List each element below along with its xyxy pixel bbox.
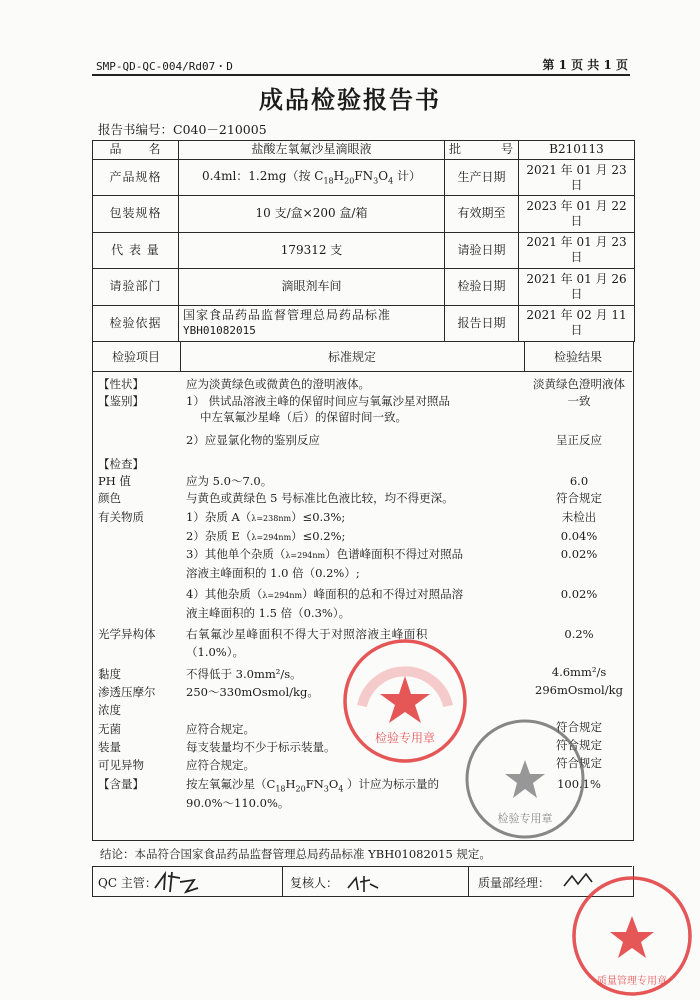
item-label: 光学异构体 bbox=[98, 627, 156, 641]
conclusion-text: 结论：本品符合国家食品药品监督管理总局药品标准 YBH01082015 规定。 bbox=[100, 847, 491, 861]
product-name: 盐酸左氧氟沙星滴眼液 bbox=[179, 141, 445, 160]
mfg-date-label: 生产日期 bbox=[445, 159, 519, 195]
result-value: 4.6mm²/s bbox=[551, 665, 607, 679]
doc-code: SMP-QD-QC-004/Rd07・D bbox=[96, 60, 233, 73]
result-value: 296mOsmol/kg bbox=[535, 683, 623, 697]
report-date-label: 报告日期 bbox=[445, 305, 519, 341]
standard-text: 3）其他单个杂质（λ=294nm）色谱峰面积不得过对照品 bbox=[186, 547, 464, 561]
result-value: 6.0 bbox=[569, 474, 589, 488]
report-number: 报告书编号：C040－210005 bbox=[98, 122, 267, 137]
rep-qty-label: 代 表 量 bbox=[93, 232, 179, 268]
batch-number: B210113 bbox=[519, 141, 635, 160]
result-value: 100.1% bbox=[557, 777, 601, 791]
standard-text: 2）杂质 E（λ=294nm）≤0.2%; bbox=[186, 529, 346, 543]
signature-divider bbox=[282, 866, 283, 896]
exp-date: 2023 年 01 月 22 日 bbox=[519, 196, 635, 232]
info-table bbox=[92, 140, 635, 342]
standard-text: 右氧氟沙星峰面积不得大于对照溶液主峰面积 bbox=[186, 627, 428, 641]
standard-text: 应为淡黄绿色或微黄色的澄明液体。 bbox=[186, 377, 370, 391]
standard-text: 中左氧氟沙星峰（后）的保留时间一致。 bbox=[200, 410, 407, 424]
standard-text: 每支装量均不少于标示装量。 bbox=[186, 740, 336, 754]
result-value: 0.2% bbox=[564, 627, 594, 641]
standard-text: 应为 5.0～7.0。 bbox=[186, 474, 273, 488]
standard-text: 应符合规定。 bbox=[186, 758, 255, 772]
svg-text:检验专用章: 检验专用章 bbox=[374, 731, 436, 745]
product-name-label: 品 名 bbox=[93, 141, 179, 160]
info-row bbox=[93, 232, 635, 268]
signature-rule bbox=[92, 866, 632, 867]
standard-text: 90.0%～110.0%。 bbox=[186, 796, 290, 810]
rep-qty: 179312 支 bbox=[179, 232, 445, 268]
req-dept-label: 请验部门 bbox=[93, 269, 179, 305]
header-rule bbox=[92, 74, 630, 76]
qa-manager-label: 质量部经理： bbox=[478, 876, 551, 890]
basis-label: 检验依据 bbox=[93, 305, 179, 341]
reviewer-label: 复核人： bbox=[290, 876, 339, 890]
batch-label: 批 号 bbox=[445, 141, 519, 160]
standard-text: 溶液主峰面积的 1.0 倍（0.2%）; bbox=[186, 566, 360, 580]
result-value: 一致 bbox=[567, 394, 591, 408]
column-header-standard: 标准规定 bbox=[327, 350, 376, 364]
standard-text: 1） 供试品溶液主峰的保留时间应与氧氟沙星对照品 bbox=[186, 394, 450, 408]
info-row bbox=[93, 305, 635, 341]
standard-text: 与黄色或黄绿色 5 号标准比色液比较，均不得更深。 bbox=[186, 491, 454, 505]
standard-text: 应符合规定。 bbox=[186, 722, 255, 736]
standard-text: 2）应显氯化物的鉴别反应 bbox=[186, 433, 320, 447]
result-value: 0.02% bbox=[560, 547, 598, 561]
standard-text: 250～330mOsmol/kg。 bbox=[186, 685, 319, 699]
req-date-label: 请验日期 bbox=[445, 232, 519, 268]
column-header-result: 检验结果 bbox=[553, 350, 602, 364]
test-date-label: 检验日期 bbox=[445, 269, 519, 305]
info-row bbox=[93, 159, 635, 195]
item-label: PH 值 bbox=[98, 474, 131, 488]
reviewer-handwritten-signature bbox=[344, 872, 384, 896]
pack-value: 10 支/盒×200 盒/箱 bbox=[179, 196, 445, 232]
standard-text: 液主峰面积的 1.5 倍（0.3%）。 bbox=[186, 606, 351, 620]
standard-text: 按左氧氟沙星（$C_{18}H_{20}FN_3O_4$ ）计应为标示量的 bbox=[186, 777, 440, 794]
spec-value: 0.4ml：1.2mg（按 $C_{18}H_{20}FN_3O_4$ 计） bbox=[179, 159, 445, 195]
column-header-rule bbox=[92, 371, 632, 372]
standard-text: 不得低于 3.0mm²/s。 bbox=[186, 667, 302, 681]
item-label: 颜色 bbox=[98, 491, 121, 505]
req-date: 2021 年 01 月 23 日 bbox=[519, 232, 635, 268]
item-label: 无菌 bbox=[98, 722, 121, 736]
result-value: 符合规定 bbox=[556, 738, 602, 752]
basis-value: 国家食品药品监督管理总局药品标准 YBH01082015 bbox=[179, 305, 445, 341]
svg-text:质量管理专用章: 质量管理专用章 bbox=[597, 976, 667, 987]
inspection-seal-gray bbox=[462, 716, 588, 842]
item-label: 装量 bbox=[98, 740, 121, 754]
result-value: 0.04% bbox=[560, 529, 598, 543]
result-value: 呈正反应 bbox=[556, 433, 602, 447]
item-label: 浓度 bbox=[98, 703, 121, 717]
info-row bbox=[93, 196, 635, 232]
column-header-item: 检验项目 bbox=[111, 350, 160, 364]
mfg-date: 2021 年 01 月 23 日 bbox=[519, 159, 635, 195]
qc-manager-label: QC 主管： bbox=[98, 876, 157, 890]
item-label: 【性状】 bbox=[98, 377, 144, 391]
standard-text: 4）其他杂质（λ=294nm）峰面积的总和不得过对照品溶 bbox=[186, 587, 464, 601]
svg-text:检验专用章: 检验专用章 bbox=[497, 812, 553, 825]
result-value: 淡黄绿色澄明液体 bbox=[533, 377, 625, 391]
item-label: 黏度 bbox=[98, 667, 121, 681]
result-value: 符合规定 bbox=[556, 491, 602, 505]
info-row bbox=[93, 141, 635, 160]
test-date: 2021 年 01 月 26 日 bbox=[519, 269, 635, 305]
result-value: 符合规定 bbox=[556, 720, 602, 734]
page-info: 第 1 页 共 1 页 bbox=[542, 58, 628, 72]
item-label: 【含量】 bbox=[98, 777, 144, 791]
result-value: 符合规定 bbox=[556, 756, 602, 770]
item-label: 渗透压摩尔 bbox=[98, 685, 156, 699]
inspection-seal-red bbox=[340, 636, 470, 766]
result-value: 未检出 bbox=[561, 510, 597, 524]
info-row bbox=[93, 269, 635, 305]
spec-label: 产品规格 bbox=[93, 159, 179, 195]
signature-divider bbox=[468, 866, 469, 896]
page-title: 成品检验报告书 bbox=[259, 85, 441, 114]
standard-text: （1.0%）。 bbox=[186, 645, 244, 659]
item-label: 【鉴别】 bbox=[98, 394, 144, 408]
quality-seal-red bbox=[568, 872, 696, 1000]
item-label: 【检查】 bbox=[98, 457, 144, 471]
result-value: 0.02% bbox=[560, 587, 598, 601]
qc-handwritten-signature bbox=[150, 868, 210, 896]
pack-label: 包装规格 bbox=[93, 196, 179, 232]
req-dept: 滴眼剂车间 bbox=[179, 269, 445, 305]
item-label: 有关物质 bbox=[98, 510, 144, 524]
standard-text: 1）杂质 A（λ=238nm）≤0.3%; bbox=[186, 510, 346, 524]
item-label: 可见异物 bbox=[98, 758, 144, 772]
exp-label: 有效期至 bbox=[445, 196, 519, 232]
report-date: 2021 年 02 月 11 日 bbox=[519, 305, 635, 341]
